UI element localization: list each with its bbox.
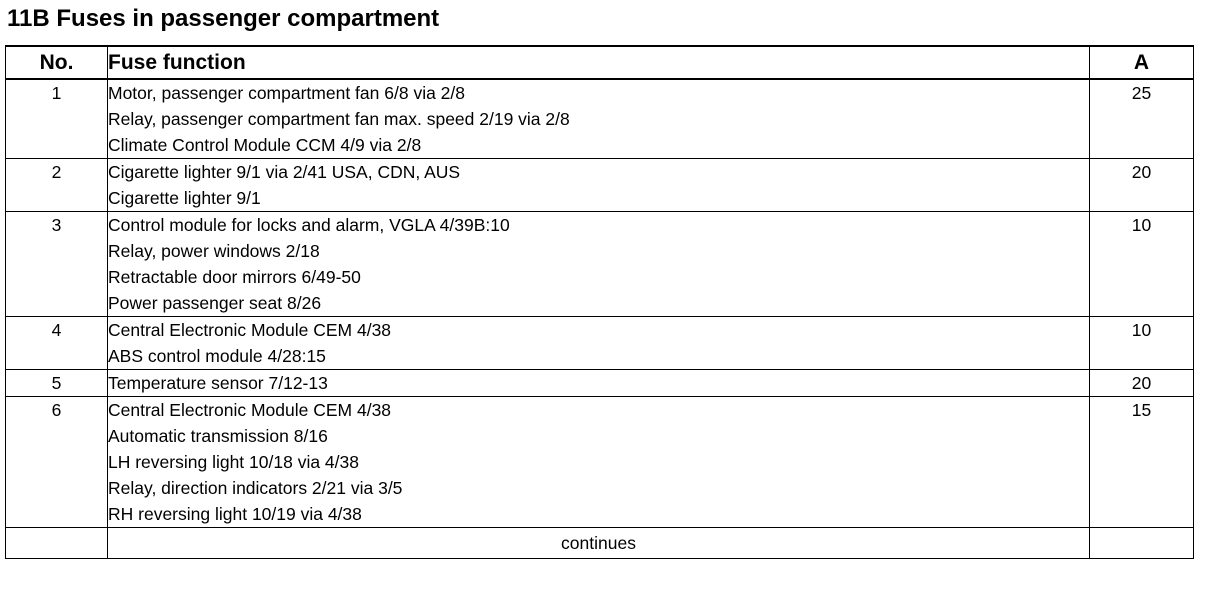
continues-label: continues — [108, 528, 1090, 559]
fuse-function-line: Central Electronic Module CEM 4/38 — [108, 400, 392, 420]
fuse-function-line: Relay, passenger compartment fan max. speed 2/19 via 2/8 — [108, 109, 570, 129]
fuse-function-line: LH reversing light 10/18 via 4/38 — [108, 452, 359, 472]
column-header-no: No. — [6, 46, 108, 79]
fuse-number: 2 — [6, 159, 108, 212]
fuse-number: 5 — [6, 370, 108, 397]
fuse-function-line: Relay, direction indicators 2/21 via 3/5 — [108, 478, 403, 498]
fuse-amperage: 10 — [1090, 317, 1194, 370]
fuse-amperage: 25 — [1090, 79, 1194, 159]
fuse-function-line: Relay, power windows 2/18 — [108, 241, 320, 261]
fuse-function-line: Climate Control Module CCM 4/9 via 2/8 — [108, 135, 422, 155]
table-row — [6, 397, 1194, 528]
fuse-table — [5, 45, 1194, 559]
fuse-function-line: ABS control module 4/28:15 — [108, 346, 326, 366]
fuse-function-line: Control module for locks and alarm, VGLA 4/39B:10 — [108, 215, 510, 235]
table-row — [6, 159, 1194, 212]
fuse-function-line: Power passenger seat 8/26 — [108, 293, 322, 313]
fuse-amperage: 15 — [1090, 397, 1194, 528]
fuse-function-cell — [108, 212, 1090, 317]
continues-row — [6, 528, 1194, 559]
table-row — [6, 79, 1194, 159]
fuse-amperage: 20 — [1090, 159, 1194, 212]
fuse-function-line: Motor, passenger compartment fan 6/8 via 2/8 — [108, 83, 465, 103]
table-header-row — [6, 46, 1194, 79]
fuse-number: 1 — [6, 79, 108, 159]
fuse-function-cell — [108, 317, 1090, 370]
continues-cell-empty-right — [1090, 528, 1194, 559]
continues-cell-empty-left — [6, 528, 108, 559]
fuse-number: 3 — [6, 212, 108, 317]
fuse-function-line: Central Electronic Module CEM 4/38 — [108, 320, 392, 340]
fuse-function-line: Cigarette lighter 9/1 — [108, 188, 261, 208]
table-row — [6, 212, 1194, 317]
column-header-function: Fuse function — [108, 46, 1090, 79]
table-row — [6, 370, 1194, 397]
fuse-function-line: RH reversing light 10/19 via 4/38 — [108, 504, 362, 524]
fuse-function-cell — [108, 370, 1090, 397]
fuse-function-line: Cigarette lighter 9/1 via 2/41 USA, CDN, AUS — [108, 162, 461, 182]
fuse-function-line: Temperature sensor 7/12-13 — [108, 373, 328, 393]
page-title: 11B Fuses in passenger compartment — [7, 5, 440, 32]
column-header-amps: A — [1090, 46, 1194, 79]
fuse-amperage: 20 — [1090, 370, 1194, 397]
fuse-function-line: Retractable door mirrors 6/49-50 — [108, 267, 361, 287]
fuse-function-line: Automatic transmission 8/16 — [108, 426, 328, 446]
fuse-amperage: 10 — [1090, 212, 1194, 317]
fuse-number: 4 — [6, 317, 108, 370]
fuse-function-cell — [108, 397, 1090, 528]
fuse-function-cell — [108, 159, 1090, 212]
fuse-number: 6 — [6, 397, 108, 528]
fuse-function-cell — [108, 79, 1090, 159]
table-row — [6, 317, 1194, 370]
